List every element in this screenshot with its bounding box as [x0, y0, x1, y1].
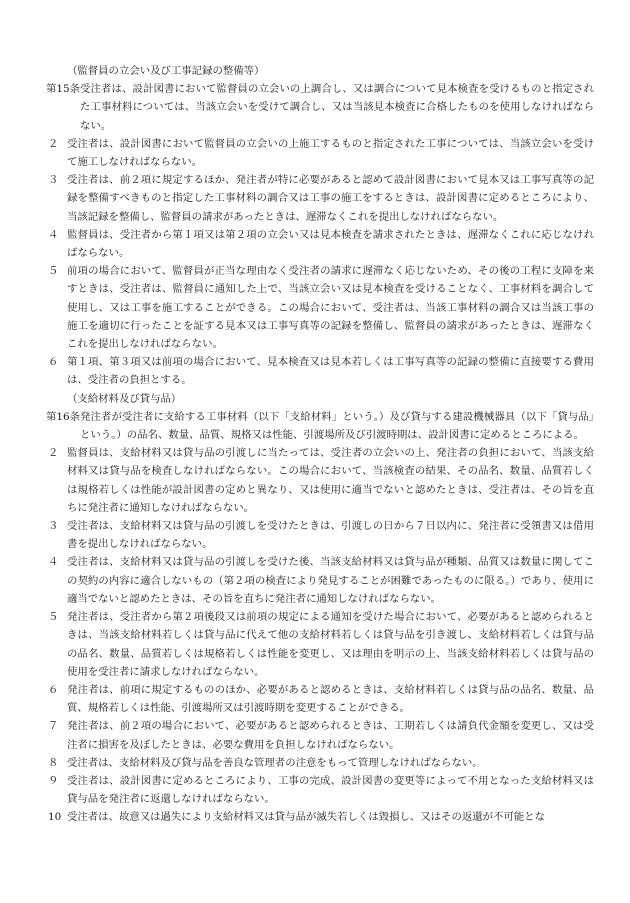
article-16-number: 第16条 — [46, 410, 81, 423]
paragraph-text: 発注者は、受注者から第２項後段又は前項の規定による通知を受けた場合において、必要があると認められるときは、当該支給材料若しくは貸与品に代えて他の支給材料若しくは貸与品を引き渡し、支給材料若しくは貸与品の品名、数量、品質若しくは規格若しくは性能を変更し、又は理由を明示の上、当該支給材料若しくは貸与品の使用を受注者に請求しなければならない。 — [67, 611, 594, 678]
paragraph-number: ６ — [48, 683, 59, 696]
paragraph-number: ５ — [48, 611, 59, 624]
article-15-paragraph — [46, 171, 594, 226]
paragraph-text: 前項の場合において、監督員が正当な理由なく受注者の請求に遅滞なく応じないため、その後の工程に支障を来すときは、受注者は、監督員に通知した上で、当該立会い又は見本検査を受けることなく、工事材料を調合して使用し、又は工事を施工することができる。この場合において、受注者は、当該工事材料の調合又は当該工事の施工を適切に行ったことを証する見本又は工事写真等の記録を整備し、監督員の請求があったときは、遅滞なくこれを提出しなければならない。 — [67, 265, 594, 351]
paragraph-number: ２ — [48, 137, 59, 150]
article-16-paragraph — [46, 444, 594, 517]
article-15-paragraph — [46, 353, 594, 389]
paragraph-text: 受注者は、設計図書において監督員の立会いの上施工するものと指定された工事については、当該立会いを受けて施工しなければならない。 — [67, 137, 594, 169]
article-15 — [46, 80, 594, 135]
paragraph-number: ３ — [48, 520, 59, 533]
article-16-paragraph — [46, 772, 594, 808]
paragraph-number: ３ — [48, 174, 59, 187]
paragraph-text: 第１項、第３項又は前項の場合において、見本検査又は見本若しくは工事写真等の記録の整備に直接要する費用は、受注者の負担とする。 — [67, 356, 594, 387]
article-16-paragraph — [46, 754, 594, 772]
paragraph-text: 受注者は、支給材料又は貸与品の引渡しを受けたときは、引渡しの日から７日以内に、発注者に受領書又は借用書を提出しなければならない。 — [67, 520, 594, 551]
article-15-paragraph — [46, 226, 594, 262]
paragraph-text: 受注者は、設計図書に定めるところにより、工事の完成、設計図書の変更等によって不用となった支給材料又は貸与品を発注者に返還しなければならない。 — [67, 774, 594, 806]
paragraph-number: ２ — [48, 447, 59, 460]
paragraph-number: ６ — [48, 356, 59, 369]
paragraph-text: 受注者は、故意又は過失により支給材料又は貸与品が滅失若しくは毀損し、又はその返還が不可能とな — [67, 811, 545, 824]
article-16 — [46, 408, 594, 444]
paragraph-text: 発注者は、前２項の場合において、必要があると認められるときは、工期若しくは請負代金額を変更し、又は受注者に損害を及ぼしたときは、必要な費用を負担しなければならない。 — [67, 720, 594, 751]
paragraph-number: ９ — [48, 774, 59, 787]
article-16-paragraph — [46, 717, 594, 753]
paragraph-text: 発注者は、前項に規定するもののほか、必要があると認めるときは、支給材料若しくは貸与品の品名、数量、品質、規格若しくは性能、引渡場所又は引渡時期を変更することができる。 — [67, 683, 594, 715]
paragraph-text: 監督員は、受注者から第１項又は第２項の立会い又は見本検査を請求されたときは、遅滞なくこれに応じなければならない。 — [67, 228, 594, 260]
article-15-paragraph — [46, 135, 594, 171]
paragraph-number: ４ — [48, 556, 59, 569]
paragraph-number: ４ — [48, 228, 59, 241]
article-16-paragraph — [46, 553, 594, 608]
article-16-paragraph — [46, 681, 594, 717]
paragraph-text: 受注者は、支給材料又は貸与品の引渡しを受けた後、当該支給材料又は貸与品が種類、品質又は数量に関してこの契約の内容に適合しないもの（第２項の検査により発見することが困難であったものに限る。）であり、使用に適当でないと認めたときは、その旨を直ちに発注者に通知しなければならない。 — [67, 556, 594, 605]
article-16-paragraph — [46, 608, 594, 681]
paragraph-text: 監督員は、支給材料又は貸与品の引渡しに当たっては、受注者の立会いの上、発注者の負担において、当該支給材料又は貸与品を検査しなければならない。この場合において、当該検査の結果、その品名、数量、品質若しくは規格若しくは性能が設計図書の定めと異なり、又は使用に適当でないと認めたときは、受注者は、その旨を直ちに発注者に通知しなければならない。 — [67, 447, 594, 514]
article-15-number: 第15条 — [46, 83, 81, 96]
article-15-paragraph — [46, 262, 594, 353]
article-15-text: 受注者は、設計図書において監督員の立会いの上調合し、又は調合について見本検査を受けるものと指定された工事材料については、当該立会いを受けて調合し、又は当該見本検査に合格したものを使用しなければならない。 — [80, 83, 594, 132]
paragraph-text: 受注者は、支給材料及び貸与品を善良な管理者の注意をもって管理しなければならない。 — [67, 756, 483, 769]
article-16-heading: （支給材料及び貸与品） — [67, 392, 182, 405]
article-16-paragraph — [46, 517, 594, 553]
paragraph-text: 受注者は、前２項に規定するほか、発注者が特に必要があると認めて設計図書において見本又は工事写真等の記録を整備すべきものと指定した工事材料の調合又は工事の施工をするときは、設計図書に定めるところにより、当該記録を整備し、監督員の請求があったときは、遅滞なくこれを提出しなければならない。 — [67, 174, 594, 223]
article-15-heading: （監督員の立会い及び工事記録の整備等） — [67, 65, 265, 77]
paragraph-number: ８ — [48, 756, 59, 769]
paragraph-number: ５ — [48, 265, 59, 278]
article-16-text: 発注者が受注者に支給する工事材料（以下「支給材料」という。）及び貸与する建設機械器具（以下「貸与品」という。）の品名、数量、品質、規格又は性能、引渡場所及び引渡時期は、設計図書に定めるところによる。 — [80, 410, 594, 442]
article-16-paragraph — [46, 808, 594, 826]
paragraph-number: ７ — [48, 720, 59, 733]
paragraph-number: 10 — [48, 811, 62, 824]
